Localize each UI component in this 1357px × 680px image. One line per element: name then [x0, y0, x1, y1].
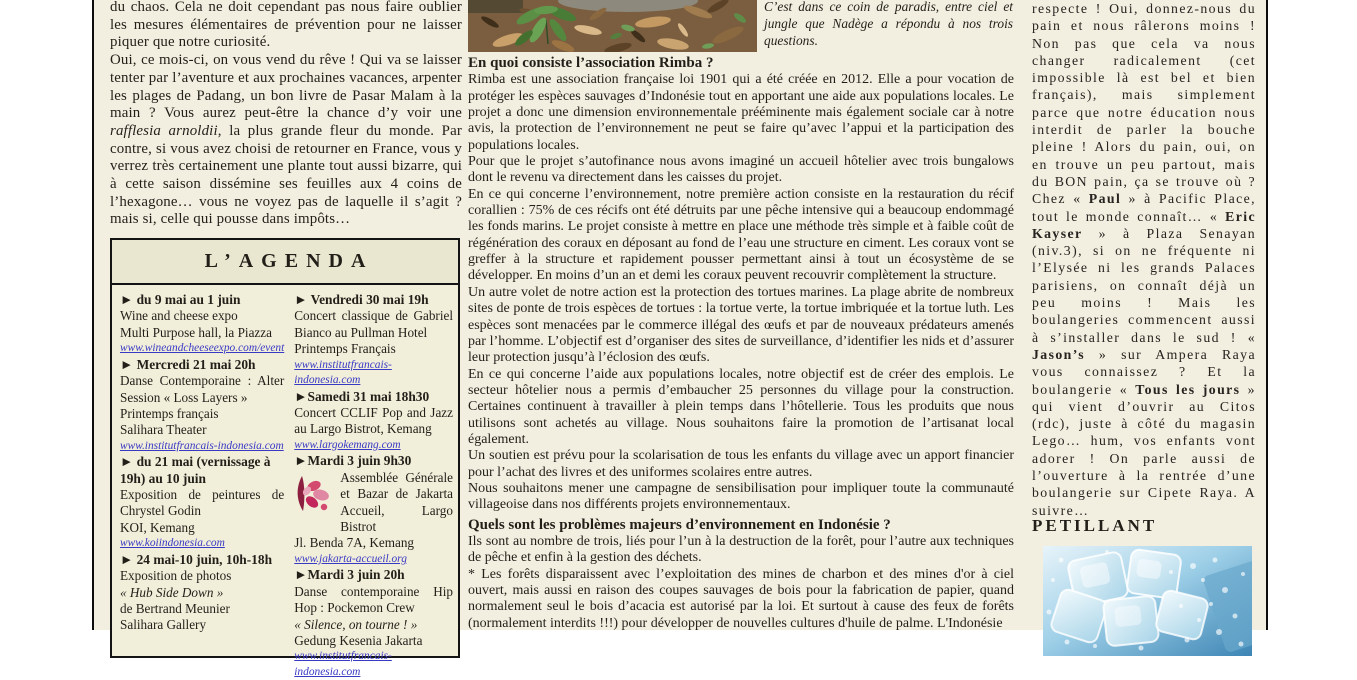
bakery-brand-name: Tous les jours — [1135, 381, 1241, 397]
photo-caption: C’est dans ce coin de paradis, entre ciel et jungle que Nadège a répondu à nos trois questions. — [764, 0, 1013, 49]
agenda-text: Concert CCLIF Pop and Jazz au Largo Bistrot, Kemang — [294, 405, 453, 437]
agenda-link[interactable]: www.wineandcheeseexpo.com/event — [120, 342, 285, 355]
bakery-brand-name: Paul — [1088, 191, 1122, 207]
agenda-item — [120, 357, 284, 455]
bakery-column-text — [1032, 0, 1256, 519]
article-paragraph: Ils sont au nombre de trois, liés pour l’un à la destruction de la forêt, pour l’autre aux techniques de pêche et enfin à la gestion des déchets. — [468, 533, 1014, 566]
agenda-text: Exposition de peintures de Chrystel Godin — [120, 487, 285, 519]
agenda-column-2 — [294, 292, 453, 680]
agenda-link[interactable]: www.institutfrancais-indonesia.com — [294, 650, 392, 678]
agenda-text: « Hub Side Down » — [120, 584, 224, 600]
bakery-column-segment: » sur Ampera Raya vous connaissez ? Et la boulangerie « — [1032, 346, 1256, 397]
agenda-text: Exposition de photos — [120, 568, 232, 584]
intro-paragraph-2-text-end: , la plus grande fleur du monde. Par contre, si vous avez choisi de retourner en France, vous y verrez très certainement une plante tout aussi bizarre, qui à cette saison dissémine ses feuilles aux 4 coins de l’hexagone… vous ne voyez pas de laquelle il s’agit ? mais si, celle qui pousse dans impôts… — [110, 122, 462, 228]
agenda-text: Wine and cheese expo — [120, 308, 238, 324]
agenda-date: ► du 21 mai (vernissage à 19h) au 10 juin — [120, 454, 271, 486]
agenda-text: Assemblée Générale et Bazar de Jakarta Accueil, Largo Bistrot — [340, 469, 453, 534]
agenda-date: ►Mardi 3 juin 9h30 — [294, 453, 412, 469]
agenda-text: de Bertrand Meunier — [120, 601, 230, 616]
agenda-text: Danse contemporaine Hip Hop : Pockemon Crew — [294, 583, 453, 616]
agenda-text: Printemps français — [120, 405, 219, 421]
bakery-column-segment: » à Plaza Senayan (niv.3), si on ne fréquente ni l’Elysée ni les grands Palaces parisiens, on connaît déjà un peu moins ! Mais les boulangeries commencent aussi à s’installer dans le sud ! « — [1032, 225, 1256, 345]
agenda-date: ► du 9 mai au 1 juin — [120, 292, 241, 307]
agenda-text: « Silence, on tourne ! » — [294, 616, 418, 632]
agenda-text: Danse Contemporaine : Alter Session « Loss Layers » — [120, 373, 285, 405]
agenda-text: KOI, Kemang — [120, 519, 195, 535]
intro-text-block — [110, 0, 462, 229]
agenda-text: Jl. Benda 7A, Kemang — [294, 535, 415, 551]
article-paragraph: Nous souhaitons mener une campagne de sensibilisation pour impliquer toute la communauté villageoise dans nos différents projets environnementaux. — [468, 480, 1014, 513]
agenda-item — [120, 292, 284, 357]
petillant-section-title: PETILLANT — [1032, 516, 1158, 535]
agenda-item — [294, 389, 453, 454]
agenda-date: ►Mardi 3 juin 20h — [294, 567, 405, 583]
article-paragraph: Un autre volet de notre action est la protection des tortues marines. La plage abrite de nombreux sites de ponte de trois espèces de tortues : la tortue verte, la tortue imbriquée et la tortue luth. Les espèces sont menacées par le commerce illégal des œufs et par de nouveaux prédateurs amenés par l’homme. L’objectif est d’organiser des sites de surveillance, d’identifier les nids et d’assurer leur protection jusqu’à l’éclosion des œufs. — [468, 284, 1014, 366]
agenda-column-1 — [120, 292, 284, 680]
agenda-link[interactable]: www.institutfrancais-indonesia.com — [120, 439, 284, 452]
bakery-column-segment: » à Pacific Place, tout le monde connaît… « — [1032, 191, 1256, 224]
agenda-item — [120, 552, 284, 634]
agenda-link[interactable]: www.jakarta-accueil.org — [294, 552, 407, 565]
article-paragraph: Pour que le projet s’autofinance nous avons imaginé un accueil hôtelier avec trois bungalows dont le revenu va directement dans les caisses du projet. — [468, 154, 1014, 186]
agenda-date: ►Samedi 31 mai 18h30 — [294, 388, 430, 404]
page-left-rule — [92, 0, 94, 630]
jakarta-accueil-flower-logo — [294, 472, 334, 520]
article-paragraph: * Les forêts disparaissent avec l’exploitation des mines de charbon et des mines d'or à ciel ouvert, mais aussi en raison des coupes sauvages de bois pour la fabrication de papier, quand normalement seul le bois d’acacia est autorisé par la loi. Et surtout à cause des feux de forêts (normalement interdits !!!) pour développer de nouvelles cultures d'huile de palme. L'Indonésie — [468, 566, 1014, 631]
intro-paragraph-1: du chaos. Cela ne doit cependant pas nous faire oublier les mesures élémentaires de prévention pour ne laisser piquer que notre curiosité. — [110, 0, 462, 51]
agenda-item — [294, 453, 453, 567]
ice-cubes-photo — [1043, 546, 1252, 656]
page-right-rule — [1266, 0, 1268, 630]
article-paragraph: Un soutien est prévu pour la scolarisation de tous les enfants du village avec un apport financier pour l’achat des livres et des uniformes scolaires entre autres. — [468, 448, 1014, 480]
agenda-text: Salihara Theater — [120, 422, 207, 438]
agenda-date: ► Mercredi 21 mai 20h — [120, 356, 256, 372]
agenda-text: Printemps Français — [294, 341, 396, 357]
article-body — [468, 52, 1014, 632]
latin-species-name: rafflesia arnoldii — [110, 122, 218, 139]
agenda-box — [110, 238, 460, 678]
bakery-brand-name: Eric Kayser — [1032, 208, 1256, 241]
agenda-text: Concert classique de Gabriel Bianco au Pullman Hotel — [294, 308, 453, 340]
agenda-text: Multi Purpose hall, la Piazza — [120, 324, 272, 340]
agenda-link[interactable]: www.largokemang.com — [294, 438, 401, 451]
agenda-date: ► 24 mai-10 juin, 10h-18h — [120, 551, 273, 567]
agenda-link[interactable]: www.koiindonesia.com — [120, 537, 225, 550]
article-paragraph: En ce qui concerne l’environnement, notre première action consiste en la restauration du récif corallien : 75% de ces récifs ont été détruits par une pêche intensive qui a beaucoup endommagé les fonds marins. Le projet consiste à mettre en place une méthode très simple et à faible coût de régénération des coraux en déposant au fond de l’eau une structure en ciment. Les coraux vont se greffer à la structure et rapidement pousser permettant ainsi à tout un écosystème de se développer. En moins d’un an et demi les coraux peuvent recouvrir complètement la structure. — [468, 186, 1014, 284]
agenda-text: Gedung Kesenia Jakarta — [294, 632, 423, 648]
bakery-column-segment: respecte ! Oui, donnez-nous du pain et nous râlerons moins ! Non pas que cela va nous changer radicalement (cet impossible là est bel et bien français), mais simplement parce que notre éducation nous interdit de parler la bouche pleine ! Alors du pain, oui, on en trouve un peu partout, mais du BON pain, ça se trouve où ? Chez « — [1032, 1, 1256, 207]
agenda-text: Salihara Gallery — [120, 617, 207, 633]
bakery-brand-name: Jason’s — [1032, 346, 1085, 362]
agenda-title: L’AGENDA — [112, 240, 458, 285]
agenda-item — [294, 567, 453, 680]
article-paragraph: En ce qui concerne l’aide aux populations locales, notre objectif est de créer des emplois. Le secteur hôtelier nous a permis d’embaucher 25 personnes du village pour la construction. Certaines continuent à travailler à plein temps dans l’hôtellerie. Tous les produits que nous utilisons sont achetés au village. Nous souhaitons faire la promotion de l’artisanat local également. — [468, 366, 1014, 447]
intro-paragraph-2 — [110, 52, 462, 229]
agenda-item — [294, 292, 453, 389]
agenda-date: ► Vendredi 30 mai 19h — [294, 292, 429, 307]
agenda-link[interactable]: www.institutfrancais-indonesia.com — [294, 358, 392, 387]
intro-paragraph-2-text: Oui, ce mois-ci, on vous vend du rêve ! Qui va se laisser tenter par l’aventure et aux prochaines vacances, arpenter les plages de Padang, un bon livre de Pasar Malam à la main ? Vous aurez peut-être la chance d’y voir une — [110, 52, 462, 122]
jungle-forest-floor-photo — [468, 0, 757, 52]
article-paragraph: Rimba est une association française loi 1901 qui a été créée en 2012. Elle a pour vocation de protéger les espèces sauvages d’Indonésie tout en apportant une aide aux populations locales. Le projet a donc une dimension environnementale prééminente mais également sociale car à notre avis, la protection de l’environnement ne peut se faire qu’avec l’appui et la participation des populations locales. — [468, 72, 1014, 153]
article-question-1: En quoi consiste l’association Rimba ? — [468, 55, 714, 71]
agenda-item — [120, 454, 284, 552]
article-question-2: Quels sont les problèmes majeurs d’environnement en Indonésie ? — [468, 516, 891, 533]
agenda-columns — [112, 285, 458, 680]
bakery-column-segment: » qui vient d’ouvrir au Citos (rdc), juste à côté du magasin Lego… hum, vos enfants vont adorer ! On parle aussi de l’ouverture à la rentrée d’une boulangerie sur Cipete Raya. A suivre… — [1032, 381, 1256, 518]
